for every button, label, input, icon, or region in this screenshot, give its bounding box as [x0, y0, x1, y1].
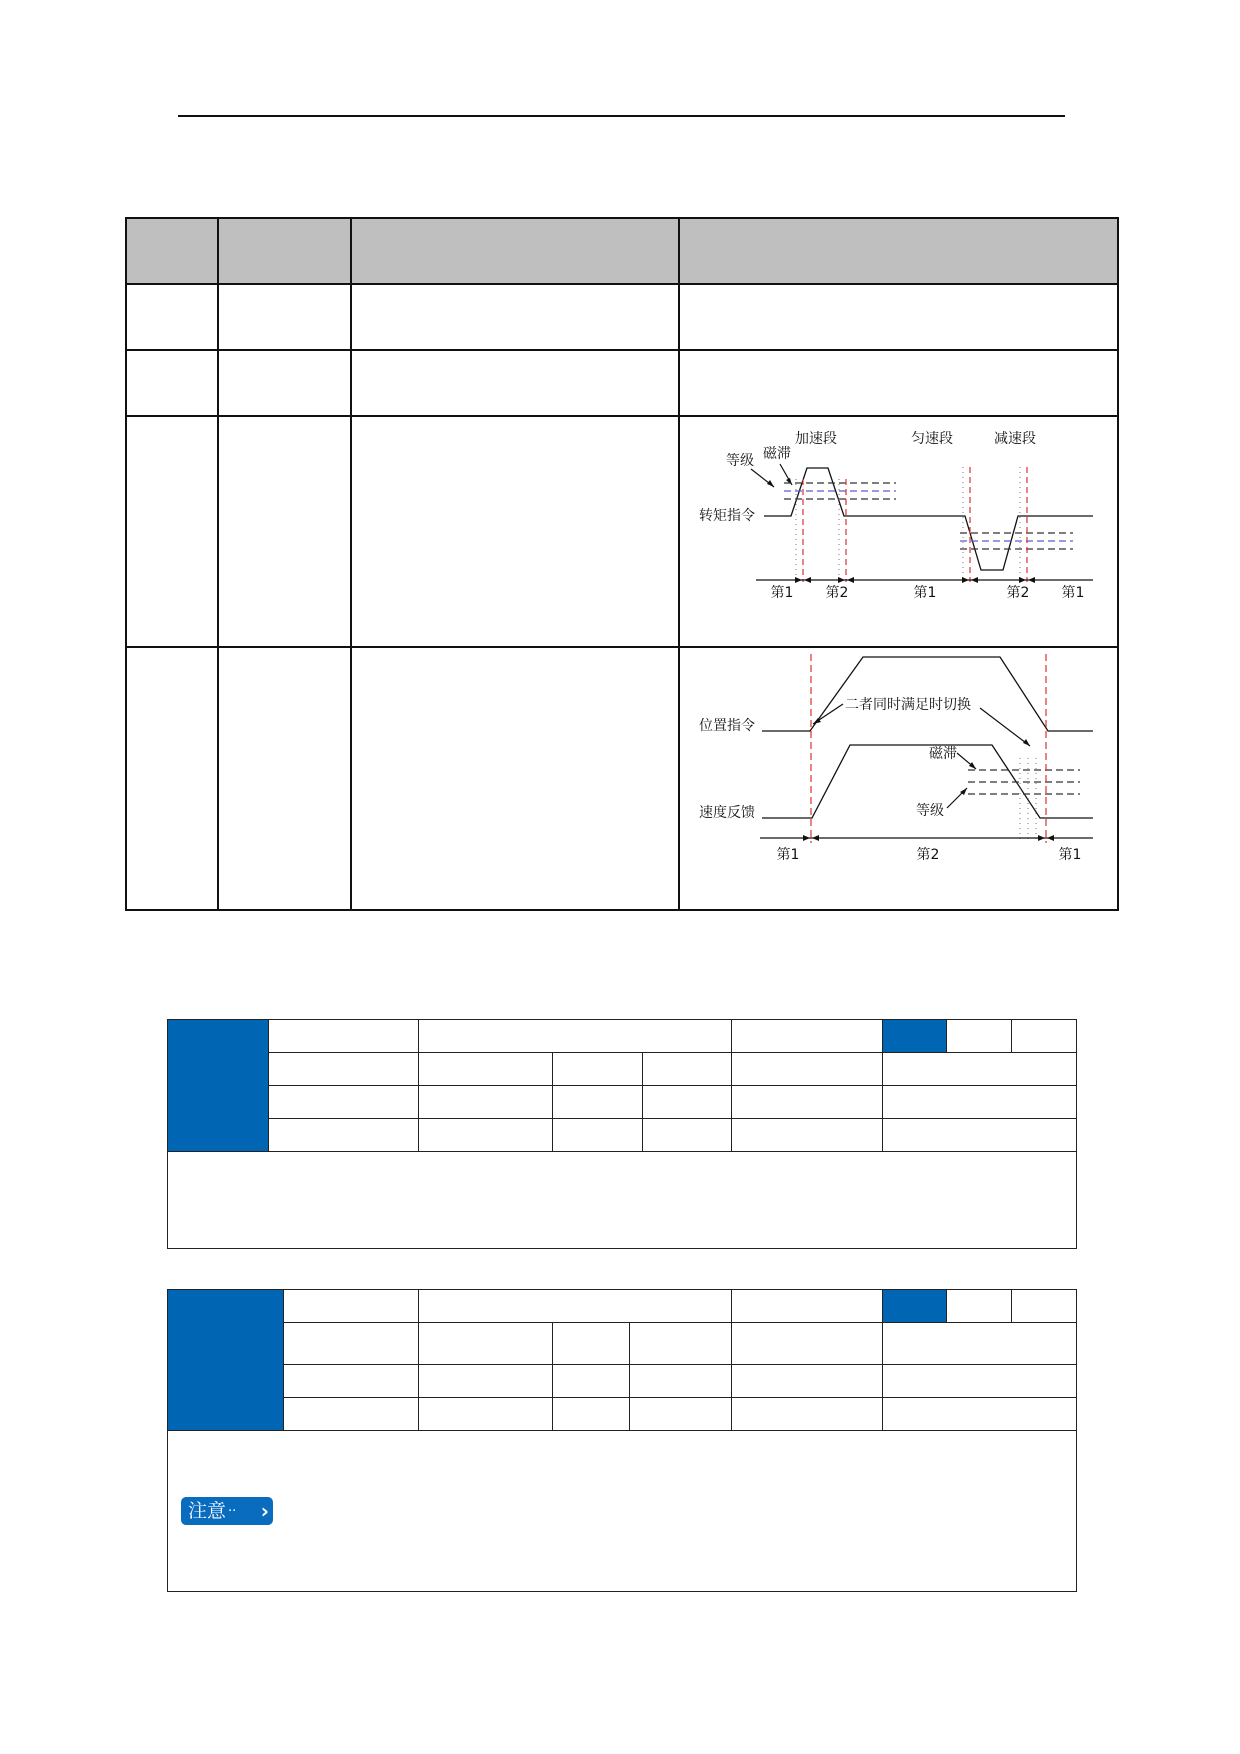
label-position-cmd: 位置指令 — [699, 718, 755, 734]
parameter-table — [167, 1289, 1077, 1592]
table-row — [126, 284, 1118, 350]
segment-label: 第1 — [1061, 585, 1085, 601]
header-rule — [178, 115, 1065, 117]
label-torque-cmd: 转矩指令 — [699, 508, 755, 524]
note-badge — [181, 1497, 273, 1525]
param-description — [168, 1431, 1077, 1592]
segment-label: 第1 — [913, 585, 937, 601]
label-speed-fb: 速度反馈 — [699, 805, 755, 821]
torque-switch-diagram — [680, 417, 1116, 646]
parameter-table — [167, 1019, 1077, 1249]
dots-icon: ·· — [228, 1503, 237, 1519]
note-label: 注意 — [188, 1500, 227, 1522]
param-description — [168, 1152, 1077, 1249]
table-header-row — [126, 218, 1118, 284]
table-row — [126, 350, 1118, 416]
segment-label: 第2 — [916, 847, 940, 863]
segment-label: 第2 — [1006, 585, 1030, 601]
segment-label: 第1 — [776, 847, 800, 863]
label-level: 等级 — [916, 803, 944, 819]
table-row — [126, 647, 1118, 910]
label-hysteresis: 磁滞 — [763, 446, 791, 462]
table-row — [126, 416, 1118, 647]
param-mode-indicator — [883, 1290, 947, 1323]
label-hysteresis: 磁滞 — [929, 746, 957, 762]
segment-label: 第1 — [770, 585, 794, 601]
chevron-right-icon: › — [260, 1499, 269, 1523]
label-const: 匀速段 — [911, 431, 953, 447]
segment-label: 第1 — [1058, 847, 1082, 863]
param-mode-indicator — [883, 1020, 947, 1053]
segment-label: 第2 — [825, 585, 849, 601]
label-decel: 减速段 — [994, 431, 1036, 447]
mode-table — [125, 217, 1119, 911]
param-id-cell — [168, 1290, 284, 1431]
position-diagram-cell — [679, 647, 1118, 910]
label-level: 等级 — [726, 453, 754, 469]
label-switch: 二者同时满足时切换 — [845, 697, 971, 713]
torque-diagram-cell — [679, 416, 1118, 647]
position-switch-diagram — [680, 648, 1116, 909]
param-id-cell — [168, 1020, 269, 1152]
label-accel: 加速段 — [795, 431, 837, 447]
